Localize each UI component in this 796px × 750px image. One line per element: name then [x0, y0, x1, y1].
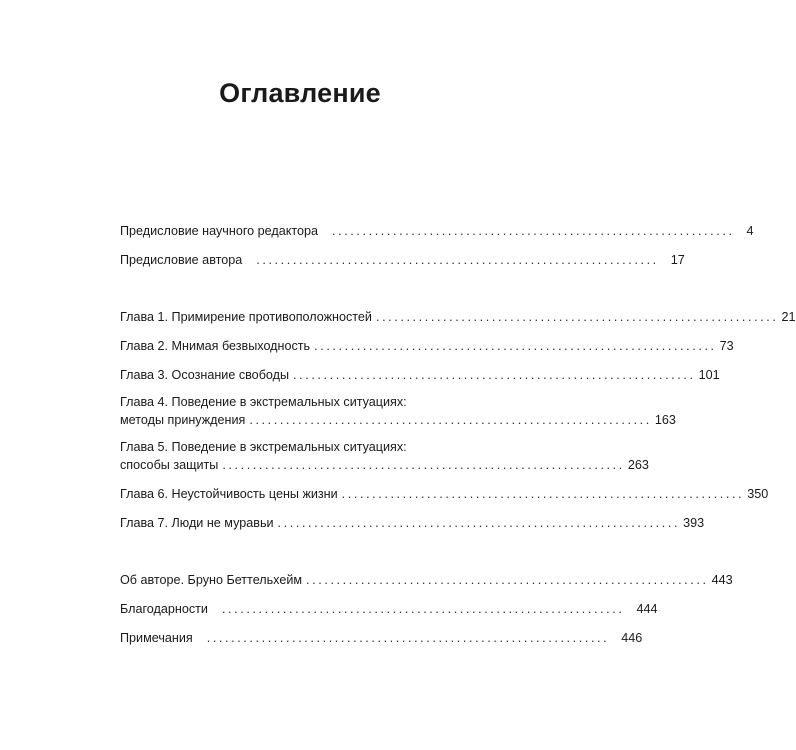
toc-entry-page: 393: [683, 516, 705, 530]
toc-entry-page: 444: [636, 602, 658, 616]
toc-entry-label-line1: Глава 5. Поведение в экстремальных ситуациях:: [120, 440, 407, 454]
toc-entry-label: Об авторе. Бруно Беттельхейм: [120, 573, 303, 587]
toc-entry[interactable]: [120, 600, 658, 618]
toc-entry-label: Предисловие научного редактора: [120, 224, 319, 238]
toc-entry[interactable]: [120, 438, 649, 474]
dot-leader: ..................................................................: [375, 310, 779, 324]
toc-entry-page: 21: [781, 310, 796, 324]
toc-entry[interactable]: [120, 571, 733, 589]
toc-entry-page: 4: [746, 224, 754, 238]
toc-entry-page: 163: [654, 413, 676, 427]
toc-entry[interactable]: [120, 251, 685, 269]
toc-entry[interactable]: [120, 393, 676, 429]
toc-entry-label: Глава 6. Неустойчивость цены жизни: [120, 487, 338, 501]
toc-entry[interactable]: [120, 337, 734, 355]
toc-entry-page: 443: [711, 573, 733, 587]
dot-leader: ..................................................................: [293, 368, 696, 382]
toc-entry-label: Глава 2. Мнимая безвыходность: [120, 339, 311, 353]
dot-leader: ..................................................................: [222, 458, 625, 472]
toc-entry-page: 446: [621, 631, 643, 645]
dot-leader: ..................................................................: [249, 413, 652, 427]
dot-leader: ..................................................................: [256, 253, 659, 267]
page-title: Оглавление: [219, 78, 381, 108]
toc-entry-label-line1: Глава 4. Поведение в экстремальных ситуациях:: [120, 395, 407, 409]
toc-entry-page: 17: [670, 253, 685, 267]
dot-leader: ..................................................................: [221, 602, 625, 616]
toc-entry-label: Предисловие автора: [120, 253, 243, 267]
dot-leader: ..................................................................: [206, 631, 610, 645]
toc-entry[interactable]: [120, 308, 796, 326]
toc-entry-page: 101: [698, 368, 720, 382]
toc-entry-page: 263: [627, 458, 649, 472]
dot-leader: ..................................................................: [341, 487, 745, 501]
toc-entry[interactable]: [120, 485, 769, 503]
dot-leader: ..................................................................: [314, 339, 717, 353]
toc-entry-label: Примечания: [120, 631, 193, 645]
toc-entry-page: 73: [719, 339, 734, 353]
dot-leader: ..................................................................: [306, 573, 709, 587]
toc-entry-label: Глава 7. Люди не муравьи: [120, 516, 274, 530]
toc-entry-label: методы принуждения: [120, 413, 246, 427]
toc-entry-label: Глава 1. Примирение противоположностей: [120, 310, 372, 324]
toc-entry-label: способы защиты: [120, 458, 219, 472]
toc-entry[interactable]: [120, 366, 720, 384]
toc-entry[interactable]: [120, 222, 754, 240]
dot-leader: ..................................................................: [277, 516, 681, 530]
toc-entry-label: Глава 3. Осознание свободы: [120, 368, 290, 382]
toc-entry[interactable]: [120, 514, 705, 532]
toc-entry-page: 350: [747, 487, 769, 501]
dot-leader: ..................................................................: [332, 224, 735, 238]
toc-entry[interactable]: [120, 629, 643, 647]
toc-entry-label: Благодарности: [120, 602, 208, 616]
